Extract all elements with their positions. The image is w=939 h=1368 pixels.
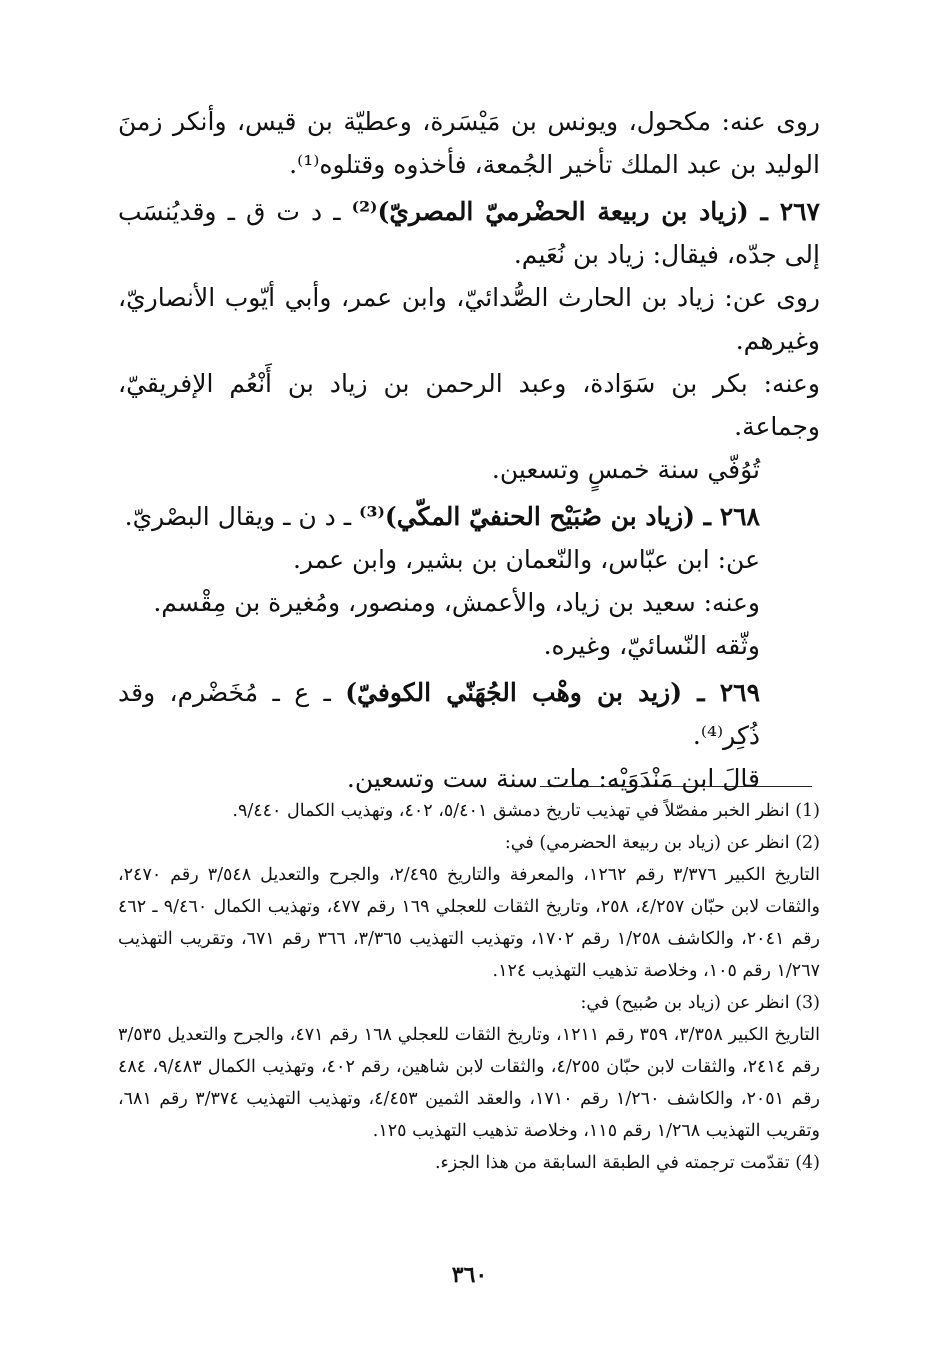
footnote-1: (1) انظر الخبر مفصّلاً في تهذيب تاريخ دمشق ٥/٤٠١، ٤٠٢، وتهذيب الكمال ٩/٤٤٠. [232,801,820,821]
entry-269-heading [118,671,820,757]
footnote-3-intro: (3) انظر عن (زياد بن صُبيح) في: [580,993,820,1013]
footnote-2-intro: (2) انظر عن (زياد بن ربيعة الحضرمي) في: [504,833,820,853]
footnote-4: (4) تقدّمت ترجمته في الطبقة السابقة من هذا الجزء. [434,1153,820,1173]
footnotes [118,795,820,1179]
entry-269-title: ٢٦٩ ـ (زيد بن وهْب الجُهَنّي الكوفيّ) [345,678,761,707]
footnote-3-sources: التاريخ الكبير ٣/٣٥٨، ٣٥٩ رقم ١٢١١، وتاريخ الثقات للعجلي ١٦٨ رقم ٤٧١، والجرح والتعديل ٣/٥٣٥ رقم ٢٤١٤، والثقات لابن حبّان ٤/٢٥٥، والثقات لابن شاهين، رقم ٤٠٢، وتهذيب الكمال ٩/٤٨٣، ٤٨٤ رقم ٢٠٥١، والكاشف ١/٢٦٠ رقم ١٧١٠، والعقد الثمين ٤/٤٥٣، وتهذيب التهذيب ٣/٣٧٤ رقم ٦٨١، وتقريب التهذيب ١/٢٦٨ رقم ١١٥، وخلاصة تذهيب التهذيب ١٢٥. [118,1025,820,1141]
footnote-divider [540,786,812,787]
paragraph-narrators: روى عنه: مكحول، ويونس بن مَيْسَرة، وعطيّة بن قيس، وأنكر زمنَ الوليد بن عبد الملك تأخير الجُمعة، فأخذوه وقتلوه⁽¹⁾. [118,107,820,179]
entry-269-note: ـ ع ـ مُخَضْرم، وقد ذُكِر⁽⁴⁾. [118,678,760,750]
entry-267-heading [118,190,820,276]
main-text [118,100,820,800]
entry-267-narrated-by: وعنه: بكر بن سَوَادة، وعبد الرحمن بن زياد بن أَنْعُم الإفريقيّ، وجماعة. [118,369,820,441]
page-number: ٣٦٠ [451,1262,488,1288]
entry-268-narrated-from: عن: ابن عبّاس، والنّعمان بن بشير، وابن عمر. [292,545,760,574]
entry-267-note: ـ د ت ق ـ وقديُنسَب إلى جدّه، فيقال: زياد بن نُعَيم. [118,197,820,269]
entry-269-death: قالَ ابن مَنْدَوَيْه: مات سنة ست وتسعين. [346,764,760,793]
entry-267-narrated-from: روى عن: زياد بن الحارث الصُّدائيّ، وابن عمر، وأبي أيّوب الأنصاريّ، وغيرهم. [118,283,820,355]
entry-268-title: ٢٦٨ ـ (زياد بن صُبَيْح الحنفيّ المكّي)⁽³⁾ [359,502,760,531]
entry-268-narrated-by: وعنه: سعيد بن زياد، والأعمش، ومنصور، ومُغيرة بن مِقْسم. [153,588,760,617]
footnote-2-sources: التاريخ الكبير ٣/٣٧٦ رقم ١٢٦٢، والمعرفة والتاريخ ٢/٤٩٥، والجرح والتعديل ٣/٥٤٨ رقم ٢٤٧٠، والثقات لابن حبّان ٤/٢٥٧، ٢٥٨، وتاريخ الثقات للعجلي ١٦٩ رقم ٤٧٧، وتهذيب الكمال ٩/٤٦٠ ـ ٤٦٢ رقم ٢٠٤١، والكاشف ١/٢٥٨ رقم ١٧٠٢، وتهذيب التهذيب ٣/٣٦٥، ٣٦٦ رقم ٦٧١، وتقريب التهذيب ١/٢٦٧ رقم ١٠٥، وخلاصة تذهيب التهذيب ١٢٤. [118,865,820,981]
entry-268-trust: وثّقه النّسائيّ، وغيره. [543,631,760,660]
entry-268-note: ـ د ن ـ ويقال البصْريّ. [124,502,360,531]
entry-267-death: تُوُفّي سنة خمسٍ وتسعين. [491,455,760,484]
entry-268-heading [118,495,820,538]
entry-267-title: ٢٦٧ ـ (زياد بن ربيعة الحضْرميّ المصريّ)⁽²⁾ [351,197,820,226]
